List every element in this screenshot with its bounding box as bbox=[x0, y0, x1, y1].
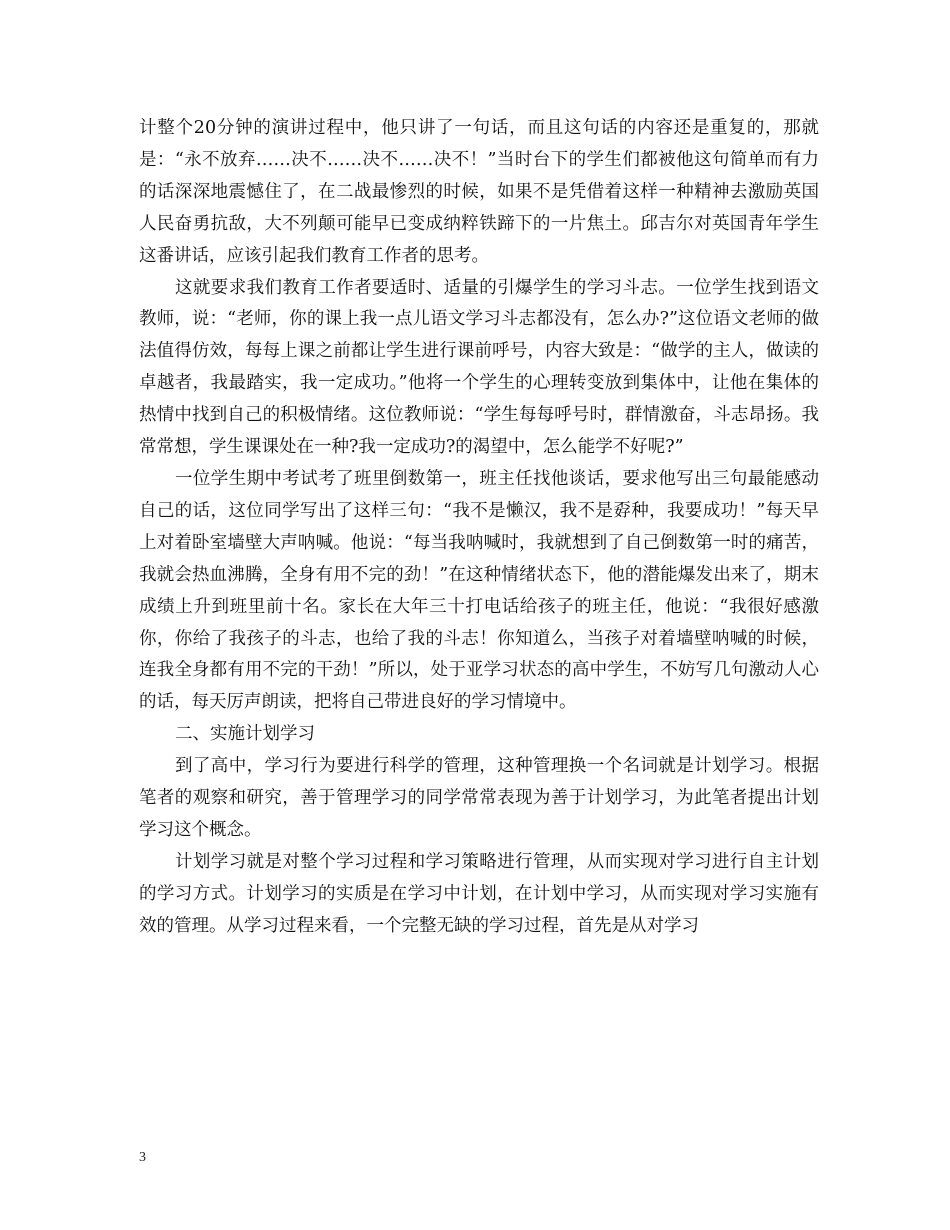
paragraph-1: 计整个20分钟的演讲过程中，他只讲了一句话，而且这句话的内容还是重复的，那就是：“永不放弃……决不……决不……决不！”当时台下的学生们都被他这句简单而有力的话深深地震憾住了，在二战最惨烈的时候，如果不是凭借着这样一种精神去激励英国人民奋勇抗敌，大不列颠可能早已变成纳粹铁蹄下的一片焦土。邱吉尔对英国青年学生这番讲话，应该引起我们教育工作者的思考。 bbox=[139, 118, 819, 266]
paragraph-3: 一位学生期中考试考了班里倒数第一，班主任找他谈话，要求他写出三句最能感动自己的话，这位同学写出了这样三句：“我不是懒汉，我不是孬种，我要成功！”每天早上对着卧室墙壁大声呐喊。他说：“每当我呐喊时，我就想到了自己倒数第一时的痛苦，我就会热血沸腾，全身有用不完的劲！”在这种情绪状态下，他的潜能爆发出来了，期末成绩上升到班里前十名。家长在大年三十打电话给孩子的班主任，他说：“我很好感激你，你给了我孩子的斗志，也给了我的斗志！你知道么，当孩子对着墙壁呐喊的时候，连我全身都有用不完的干劲！”所以，处于亚学习状态的高中学生，不妨写几句激动人心的话，每天厉声朗读，把将自己带进良好的学习情境中。 bbox=[139, 468, 819, 713]
section-heading: 二、实施计划学习 bbox=[175, 724, 315, 745]
body-text bbox=[139, 113, 819, 943]
paragraph-4: 到了高中，学习行为要进行科学的管理，这种管理换一个名词就是计划学习。根据笔者的观察和研究，善于管理学习的同学常常表现为善于计划学习，为此笔者提出计划学习这个概念。 bbox=[139, 756, 819, 840]
paragraph-5: 计划学习就是对整个学习过程和学习策略进行管理，从而实现对学习进行自主计划的学习方式。计划学习的实质是在学习中计划，在计划中学习，从而实现对学习实施有效的管理。从学习过程来看，一个完整无缺的学习过程，首先是从对学习 bbox=[139, 851, 819, 936]
page-number: 3 bbox=[139, 1150, 146, 1165]
paragraph-2: 这就要求我们教育工作者要适时、适量的引爆学生的学习斗志。一位学生找到语文教师，说：“老师，你的课上我一点儿语文学习斗志都没有，怎么办?”这位语文老师的做法值得仿效，每每上课之前都让学生进行课前呼号，内容大致是：“做学的主人，做读的卓越者，我最踏实，我一定成功。”他将一个学生的心理转变放到集体中，让他在集体的热情中找到自己的积极情绪。这位教师说：“学生每每呼号时，群情激奋，斗志昂扬。我常常想，学生课课处在一种?我一定成功?的渴望中，怎么能学不好呢?” bbox=[139, 277, 819, 458]
